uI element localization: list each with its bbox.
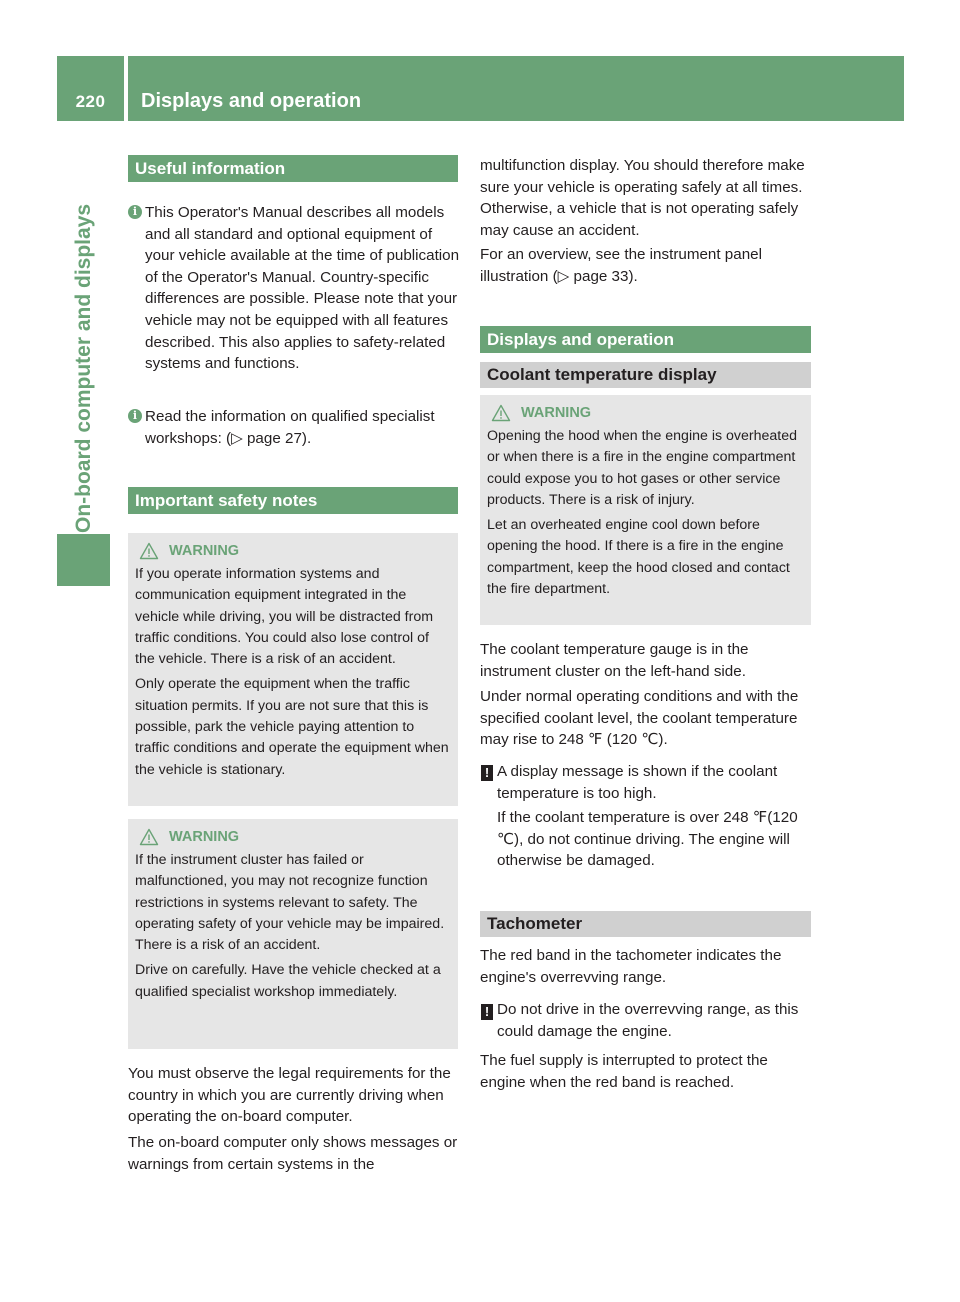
warning-triangle-icon (139, 542, 159, 560)
warning-label: WARNING (521, 405, 592, 421)
notice-overrevving: Do not drive in the overrevving range, as this could damage the engine. (497, 1001, 799, 1040)
warning-paragraph: If the instrument cluster has failed or malfunctioned, you may not recognize function restrictions in systems relevant to safety. The operating safety of your vehicle may be impaired. There is a risk of an accident. (135, 852, 445, 954)
body-paragraph-legal-requirements: You must observe the legal requirements for the country in which you are currently driving when operating the on-board computer. (128, 1065, 451, 1126)
notice-icon: ! (481, 765, 493, 781)
notice-icon: ! (481, 1004, 493, 1020)
section-heading-useful-information: Useful information (128, 155, 458, 182)
warning-label: WARNING (169, 543, 240, 559)
body-paragraph-normal-temperature: Under normal operating conditions and with the specified coolant level, the coolant temperature may rise to 248 ℉ (120 ℃). (480, 688, 799, 749)
warning-text (135, 564, 450, 781)
warning-paragraph: If you operate information systems and communication equipment integrated in the vehicle while driving, you will be distracted from traffic conditions. You could also lose control of the vehicle. There is a risk of an accident. (135, 566, 434, 668)
body-paragraph-fuel-supply: The fuel supply is interrupted to protect the engine when the red band is reached. (480, 1052, 768, 1091)
subheading-coolant-temperature-display: Coolant temperature display (480, 362, 811, 388)
warning-box-distraction (128, 533, 458, 806)
warning-header (487, 403, 803, 423)
warning-label: WARNING (169, 829, 240, 845)
info-note-workshops: Read the information on qualified specialist workshops: (▷ page 27). (145, 408, 435, 447)
notice-do-not-continue: If the coolant temperature is over 248 ℉(120 ℃), do not continue driving. The engine will otherwise be damaged. (497, 809, 798, 870)
warning-box-instrument-cluster (128, 819, 458, 1049)
warning-paragraph: Opening the hood when the engine is overheated or when there is a fire in the engine compartment could expose you to hot gases or other service products. There is a risk of injury. (487, 428, 797, 508)
side-tab-marker (57, 534, 110, 586)
warning-header (135, 541, 450, 561)
side-tab-title: On-board computer and displays (72, 203, 95, 533)
info-icon: i (128, 205, 142, 219)
warning-paragraph: Drive on carefully. Have the vehicle checked at a qualified specialist workshop immediately. (135, 962, 441, 1000)
page-title: Displays and operation (141, 90, 362, 112)
warning-header (135, 827, 450, 847)
warning-text (487, 426, 803, 600)
body-paragraph-gauge-location: The coolant temperature gauge is in the instrument cluster on the left-hand side. (480, 641, 749, 680)
body-paragraph-overview: For an overview, see the instrument panel illustration (▷ page 33). (480, 246, 762, 285)
warning-triangle-icon (139, 828, 159, 846)
section-heading-displays-and-operation: Displays and operation (480, 326, 811, 353)
page-number: 220 (75, 92, 106, 111)
header-divider (124, 56, 128, 121)
warning-triangle-icon (491, 404, 511, 422)
warning-paragraph: Only operate the equipment when the traffic situation permits. If you are not sure that this is possible, park the vehicle paying attention to traffic conditions and operate the equipment when the vehicle is stationary. (135, 676, 449, 778)
notice-coolant-too-high: A display message is shown if the coolant temperature is too high. (497, 763, 778, 802)
info-icon: i (128, 409, 142, 423)
body-paragraph-continued: multifunction display. You should therefore make sure your vehicle is operating safely at all times. Otherwise, a vehicle that is not operating safely may cause an accident. (480, 157, 805, 239)
body-paragraph-messages: The on-board computer only shows messages or warnings from certain systems in the (128, 1134, 458, 1173)
subheading-tachometer: Tachometer (480, 911, 811, 937)
warning-paragraph: Let an overheated engine cool down before opening the hood. If there is a fire in the engine compartment, keep the hood closed and contact the fire department. (487, 517, 790, 598)
warning-box-hood (480, 395, 811, 625)
body-paragraph-red-band: The red band in the tachometer indicates the engine's overrevving range. (480, 947, 782, 986)
info-note-operators-manual: This Operator's Manual describes all models and all standard and optional equipment of your vehicle available at the time of publication of the Operator's Manual. Country-specific differences are possible. Please note that your vehicle may not be equipped with all features described. This also applies to safety-related systems and functions. (145, 204, 460, 373)
warning-text (135, 850, 450, 1003)
section-heading-important-safety-notes: Important safety notes (128, 487, 458, 514)
